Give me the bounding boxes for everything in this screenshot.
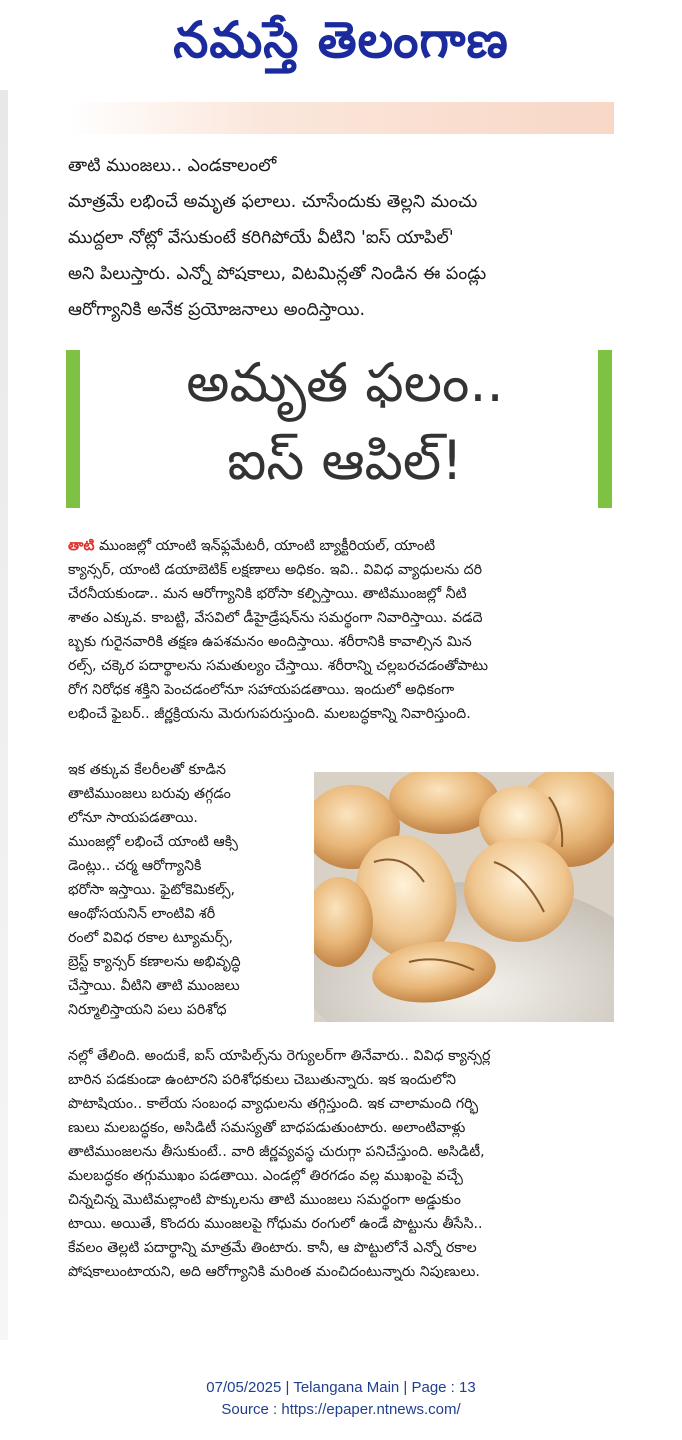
- footer: [0, 1377, 682, 1421]
- intro-line: మాత్రమే లభించే అమృత ఫలాలు. చూసేందుకు తెల్లని మంచు: [68, 192, 478, 212]
- body-line: ణులు మలబద్ధకం, అసిడిటీ సమస్యతో బాధపడుతుంటారు. అలాంటివాళ్లు: [68, 1120, 466, 1136]
- footer-source-link[interactable]: Source : https://epaper.ntnews.com/: [221, 1401, 461, 1418]
- ice-apple-illustration: [314, 772, 614, 1022]
- headline: [100, 344, 590, 500]
- body-line: తాటిముంజలను తీసుకుంటే.. వారి జీర్ణవ్యవస్థ చురుగ్గా పనిచేస్తుంది. అసిడిటీ,: [68, 1144, 485, 1160]
- body-line: ముంజల్లో లభించే యాంటి ఆక్సి: [68, 834, 238, 850]
- article-body-bottom: [68, 1044, 616, 1284]
- ice-apple-photo: [314, 772, 614, 1022]
- body-line: తాటిముంజలు బరువు తగ్గడం: [68, 786, 231, 802]
- body-line: లోనూ సాయపడతాయి.: [68, 810, 198, 826]
- body-line: క్యాన్సర్, యాంటి డయాబెటిక్ లక్షణాలు అధికం. ఇవి.. వివిధ వ్యాధులను దరి: [68, 562, 483, 578]
- headline-line-2: ఐస్ ఆపిల్!: [227, 429, 463, 492]
- body-line-text: ముంజల్లో యాంటి ఇన్‌ఫ్లమేటరీ, యాంటి బ్యాక్టీరియల్, యాంటి: [94, 538, 436, 554]
- body-line: నిర్మూలిస్తాయని పలు పరిశోధ: [68, 1002, 227, 1018]
- body-line: పోషకాలుంటాయని, అది ఆరోగ్యానికి మరింత మంచిదంటున్నారు నిపుణులు.: [68, 1264, 480, 1280]
- article-body-top: [68, 534, 616, 726]
- body-line: శాతం ఎక్కువ. కాబట్టి, వేసవిలో డీహైడ్రేషన్‌ను సమర్థంగా నివారిస్తాయి. వడదె: [68, 610, 483, 626]
- body-line: చిన్నచిన్న మొటిమల్లాంటి పొక్కులను తాటి ముంజలు సమర్థంగా అడ్డుకుం: [68, 1192, 461, 1208]
- body-line: టాయి. అయితే, కొందరు ముంజలపై గోధుమ రంగులో ఉండే పొట్టును తీసేసి..: [68, 1216, 483, 1232]
- body-line: బ్రెస్ట్ క్యాన్సర్ కణాలను అభివృద్ధి: [68, 954, 241, 970]
- body-line: చేరనీయకుండా.. మన ఆరోగ్యానికి భరోసా కల్పిస్తాయి. తాటిముంజల్లో నీటి: [68, 586, 467, 602]
- masthead: [0, 0, 682, 80]
- body-line: ఇక తక్కువ కేలరీలతో కూడిన: [68, 762, 226, 778]
- body-line: ఆంథోసయనిన్ లాంటివి శరీ: [68, 906, 216, 922]
- body-line: మలబద్ధకం తగ్గుముఖం పడతాయి. ఎండల్లో తిరగడం వల్ల ముఖంపై వచ్చే: [68, 1168, 463, 1184]
- intro-line: అని పిలుస్తారు. ఎన్నో పోషకాలు, విటమిన్లతో నిండిన ఈ పండ్లు: [68, 264, 487, 284]
- intro-line: ఆరోగ్యానికి అనేక ప్రయోజనాలు అందిస్తాయి.: [68, 300, 366, 320]
- body-line: డెంట్లు.. చర్మ ఆరోగ్యానికి: [68, 858, 202, 874]
- body-line: భరోసా ఇస్తాయి. ఫైటోకెమికల్స్,: [68, 882, 236, 898]
- decorative-band: [68, 102, 614, 134]
- body-line: నల్లో తేలింది. అందుకే, ఐస్ యాపిల్స్‌ను రెగ్యులర్‌గా తినేవారు.. వివిధ క్యాన్సర్ల: [68, 1048, 491, 1064]
- body-line: రంలో వివిధ రకాల ట్యూమర్స్,: [68, 930, 234, 946]
- body-line: కేవలం తెల్లటి పదార్థాన్ని మాత్రమే తింటారు. కానీ, ఆ పొట్టులోనే ఎన్నో రకాల: [68, 1240, 477, 1256]
- body-line: రోగ నిరోధక శక్తిని పెంచడంలోనూ సహాయపడతాయి. ఇందులో అధికంగా: [68, 682, 455, 698]
- footer-date-line: 07/05/2025 | Telangana Main | Page : 13: [206, 1379, 476, 1396]
- body-line: లభించే ఫైబర్.. జీర్ణక్రియను మెరుగుపరుస్తుంది. మలబద్ధకాన్ని నివారిస్తుంది.: [68, 706, 471, 722]
- body-line: పొటాషియం.. కాలేయ సంబంధ వ్యాధులను తగ్గిస్తుంది. ఇక చాలామంది గర్భి: [68, 1096, 479, 1112]
- body-line: [68, 534, 616, 558]
- intro-block: [68, 148, 616, 328]
- masthead-title: నమస్తే తెలంగాణ: [173, 11, 509, 69]
- headline-accent-bar-left: [66, 350, 80, 508]
- lead-word: తాటి: [68, 538, 95, 554]
- intro-line: తాటి ముంజలు.. ఎండకాలంలో: [68, 156, 277, 176]
- article-body-column: [68, 758, 304, 1022]
- headline-line-1: అమృత ఫలం..: [186, 351, 504, 414]
- headline-accent-bar-right: [598, 350, 612, 508]
- page-edge-strip: [0, 90, 8, 1340]
- body-line: బారిన పడకుండా ఉంటారని పరిశోధకులు చెబుతున్నారు. ఇక ఇందులోని: [68, 1072, 457, 1088]
- body-line: చేస్తాయి. వీటిని తాటి ముంజలు: [68, 978, 240, 994]
- intro-line: ముద్దలా నోట్లో వేసుకుంటే కరిగిపోయే వీటిని 'ఐస్ యాపిల్': [68, 228, 454, 248]
- body-line: బ్బకు గురైనవారికి తక్షణ ఉపశమనం అందిస్తాయి. శరీరానికి కావాల్సిన మిన: [68, 634, 472, 650]
- body-line: రల్స్, చక్కెర పదార్థాలను సమతుల్యం చేస్తాయి. శరీరాన్ని చల్లబరచడంతోపాటు: [68, 658, 489, 674]
